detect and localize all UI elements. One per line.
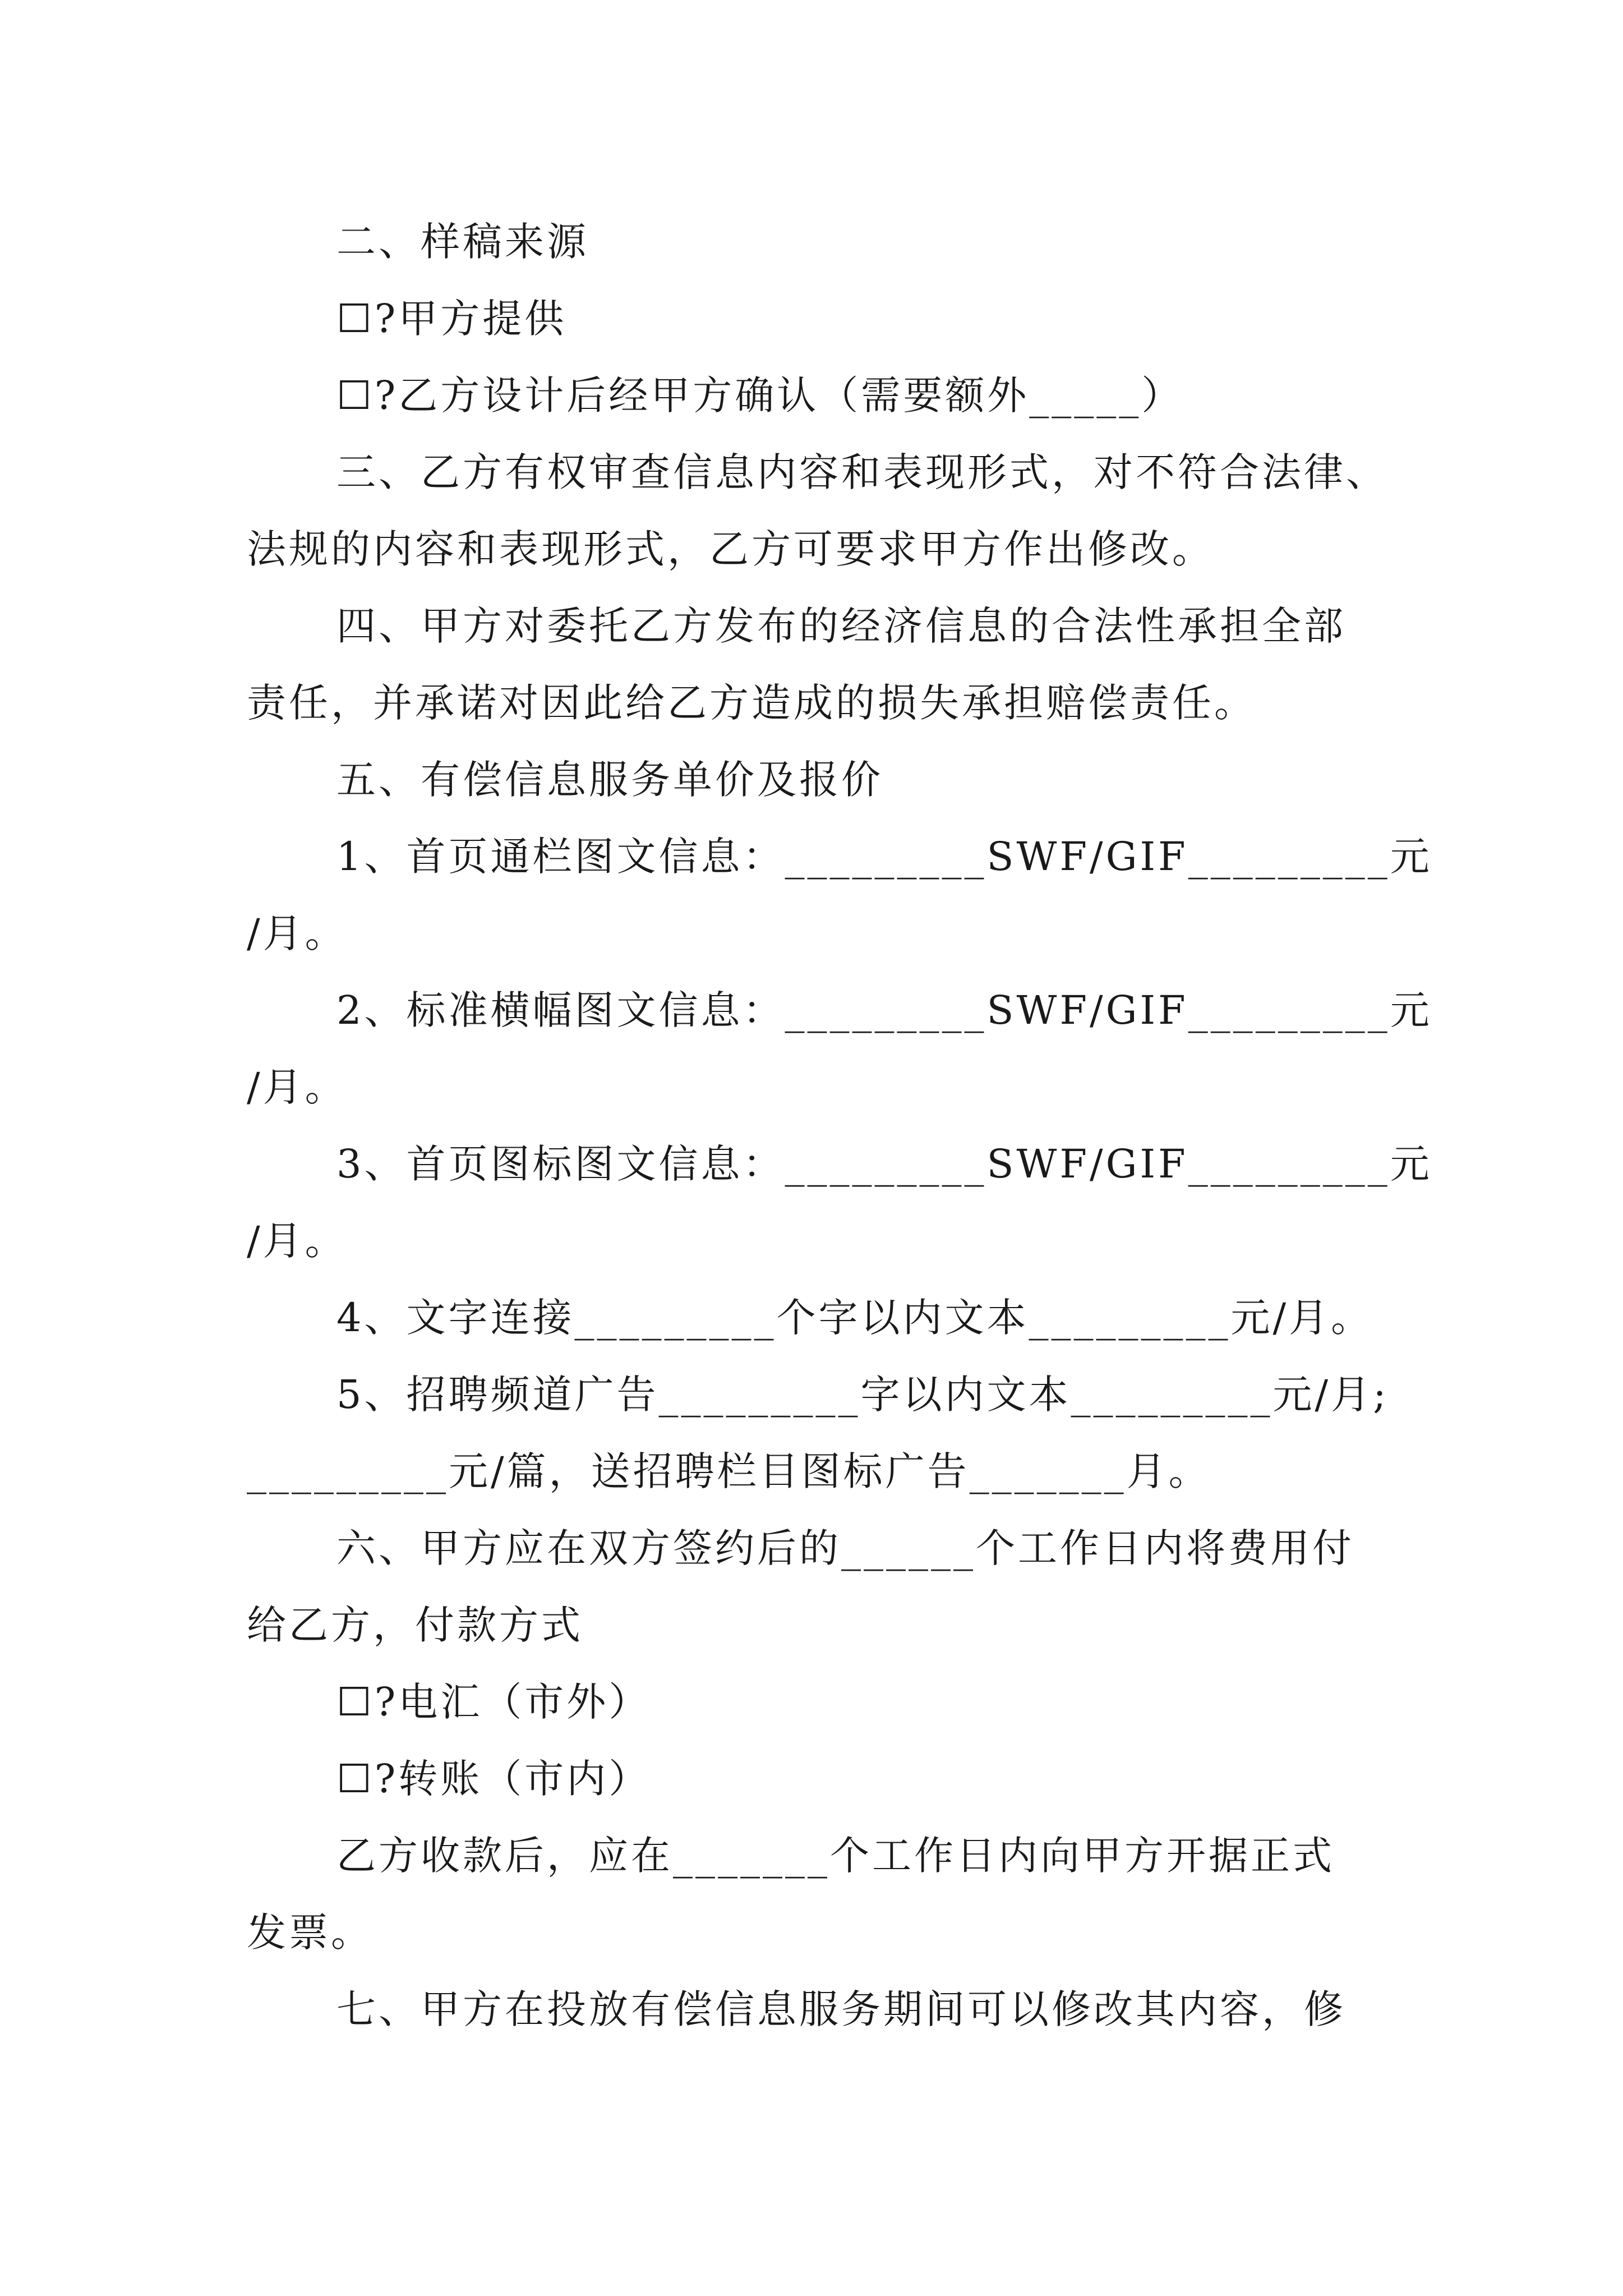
paragraph-line: 七、甲方在投放有偿信息服务期间可以修改其内容，修 bbox=[336, 1986, 1346, 2032]
paragraph-line: 发票。 bbox=[247, 1910, 373, 1955]
price-item-continuation: /月。 bbox=[247, 1218, 347, 1264]
paragraph-line: 六、甲方应在双方签约后的______个工作日内将费用付 bbox=[336, 1525, 1354, 1571]
paragraph-line: 责任，并承诺对因此给乙方造成的损失承担赔偿责任。 bbox=[247, 680, 1256, 726]
price-item: 5、招聘频道广告_________字以内文本_________元/月; bbox=[336, 1372, 1389, 1418]
section-heading: 五、有偿信息服务单价及报价 bbox=[336, 757, 883, 803]
price-item-continuation: /月。 bbox=[247, 1064, 347, 1110]
checkbox-option: ☐?转账（市内） bbox=[336, 1756, 651, 1802]
price-item: 1、首页通栏图文信息：_________SWF/GIF_________元 bbox=[336, 834, 1432, 880]
paragraph-line: 给乙方，付款方式 bbox=[247, 1602, 583, 1648]
price-item-continuation: /月。 bbox=[247, 910, 347, 956]
paragraph-line: 乙方收款后，应在_______个工作日内向甲方开据正式 bbox=[336, 1833, 1335, 1879]
paragraph-line: 三、乙方有权审查信息内容和表现形式，对不符合法律、 bbox=[336, 449, 1388, 495]
price-item: 3、首页图标图文信息：_________SWF/GIF_________元 bbox=[336, 1141, 1432, 1187]
price-item: 4、文字连接_________个字以内文本_________元/月。 bbox=[336, 1295, 1373, 1341]
checkbox-option: ☐?乙方设计后经甲方确认（需要额外_____） bbox=[336, 372, 1184, 418]
price-item-continuation: _________元/篇，送招聘栏目图标广告_______月。 bbox=[247, 1448, 1211, 1494]
section-heading: 二、样稿来源 bbox=[336, 219, 589, 265]
price-item: 2、标准横幅图文信息：_________SWF/GIF_________元 bbox=[336, 987, 1432, 1033]
checkbox-option: ☐?电汇（市外） bbox=[336, 1679, 651, 1725]
paragraph-line: 四、甲方对委托乙方发布的经济信息的合法性承担全部 bbox=[336, 603, 1346, 649]
checkbox-option: ☐?甲方提供 bbox=[336, 296, 567, 342]
paragraph-line: 法规的内容和表现形式，乙方可要求甲方作出修改。 bbox=[247, 526, 1214, 572]
